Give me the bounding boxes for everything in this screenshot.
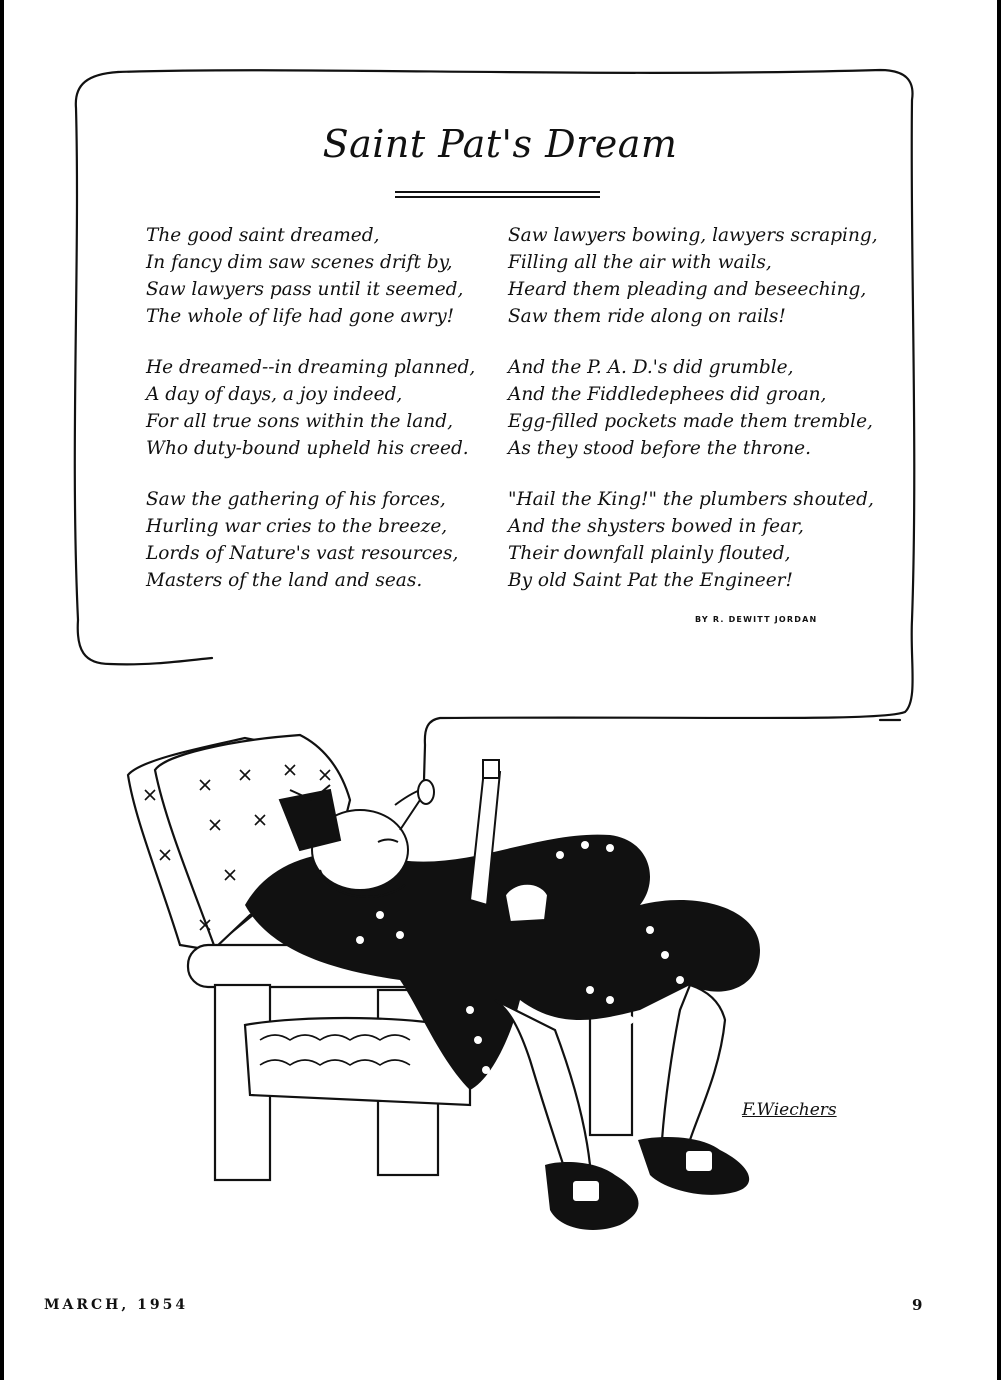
byline: BY R. DEWITT JORDAN: [695, 615, 818, 624]
poem-line: Egg-filled pockets made them tremble,: [508, 411, 873, 432]
poem-line: And the P. A. D.'s did grumble,: [508, 357, 794, 378]
poem-line: Masters of the land and seas.: [146, 570, 423, 591]
poem-line: In fancy dim saw scenes drift by,: [146, 252, 453, 273]
poem-line: For all true sons within the land,: [146, 411, 453, 432]
poem-right-column: [508, 222, 878, 618]
artist-signature: F.Wiechers: [742, 1100, 837, 1120]
poem-line: He dreamed--in dreaming planned,: [146, 357, 476, 378]
poem-line: Filling all the air with wails,: [508, 252, 772, 273]
poem-line: And the Fiddledephees did groan,: [508, 384, 827, 405]
poem-line: As they stood before the throne.: [508, 438, 811, 459]
poem-line: Saw lawyers bowing, lawyers scraping,: [508, 225, 878, 246]
pipe: [400, 780, 434, 830]
poem-line: Heard them pleading and beseeching,: [508, 279, 867, 300]
issue-date: MARCH, 1954: [44, 1297, 189, 1313]
page-title: Saint Pat's Dream: [322, 122, 678, 166]
poem-line: A day of days, a joy indeed,: [146, 384, 403, 405]
page-number: 9: [912, 1296, 923, 1314]
stanza: [146, 222, 486, 330]
poem-line: Lords of Nature's vast resources,: [146, 543, 459, 564]
poem-line: Saw lawyers pass until it seemed,: [146, 279, 464, 300]
title-rule-top: [395, 191, 600, 193]
stanza: [508, 354, 873, 462]
poem-line: Saw them ride along on rails!: [508, 306, 786, 327]
poem-line: Their downfall plainly flouted,: [508, 543, 791, 564]
title-rule-bottom: [395, 196, 600, 198]
poem-line: By old Saint Pat the Engineer!: [508, 570, 793, 591]
stanza: [146, 354, 486, 462]
poem-line: And the shysters bowed in fear,: [508, 516, 804, 537]
poem-left-column: [146, 222, 486, 618]
stanza: [146, 486, 486, 594]
stanza: [508, 222, 878, 330]
poem-line: Saw the gathering of his forces,: [146, 489, 446, 510]
poem-line: The good saint dreamed,: [146, 225, 380, 246]
hand: [505, 884, 548, 922]
poem-line: Hurling war cries to the breeze,: [146, 516, 448, 537]
poem-line: Who duty-bound upheld his creed.: [146, 438, 469, 459]
poem-line: The whole of life had gone awry!: [146, 306, 455, 327]
stanza: [508, 486, 874, 594]
poem-line: "Hail the King!" the plumbers shouted,: [508, 489, 874, 510]
